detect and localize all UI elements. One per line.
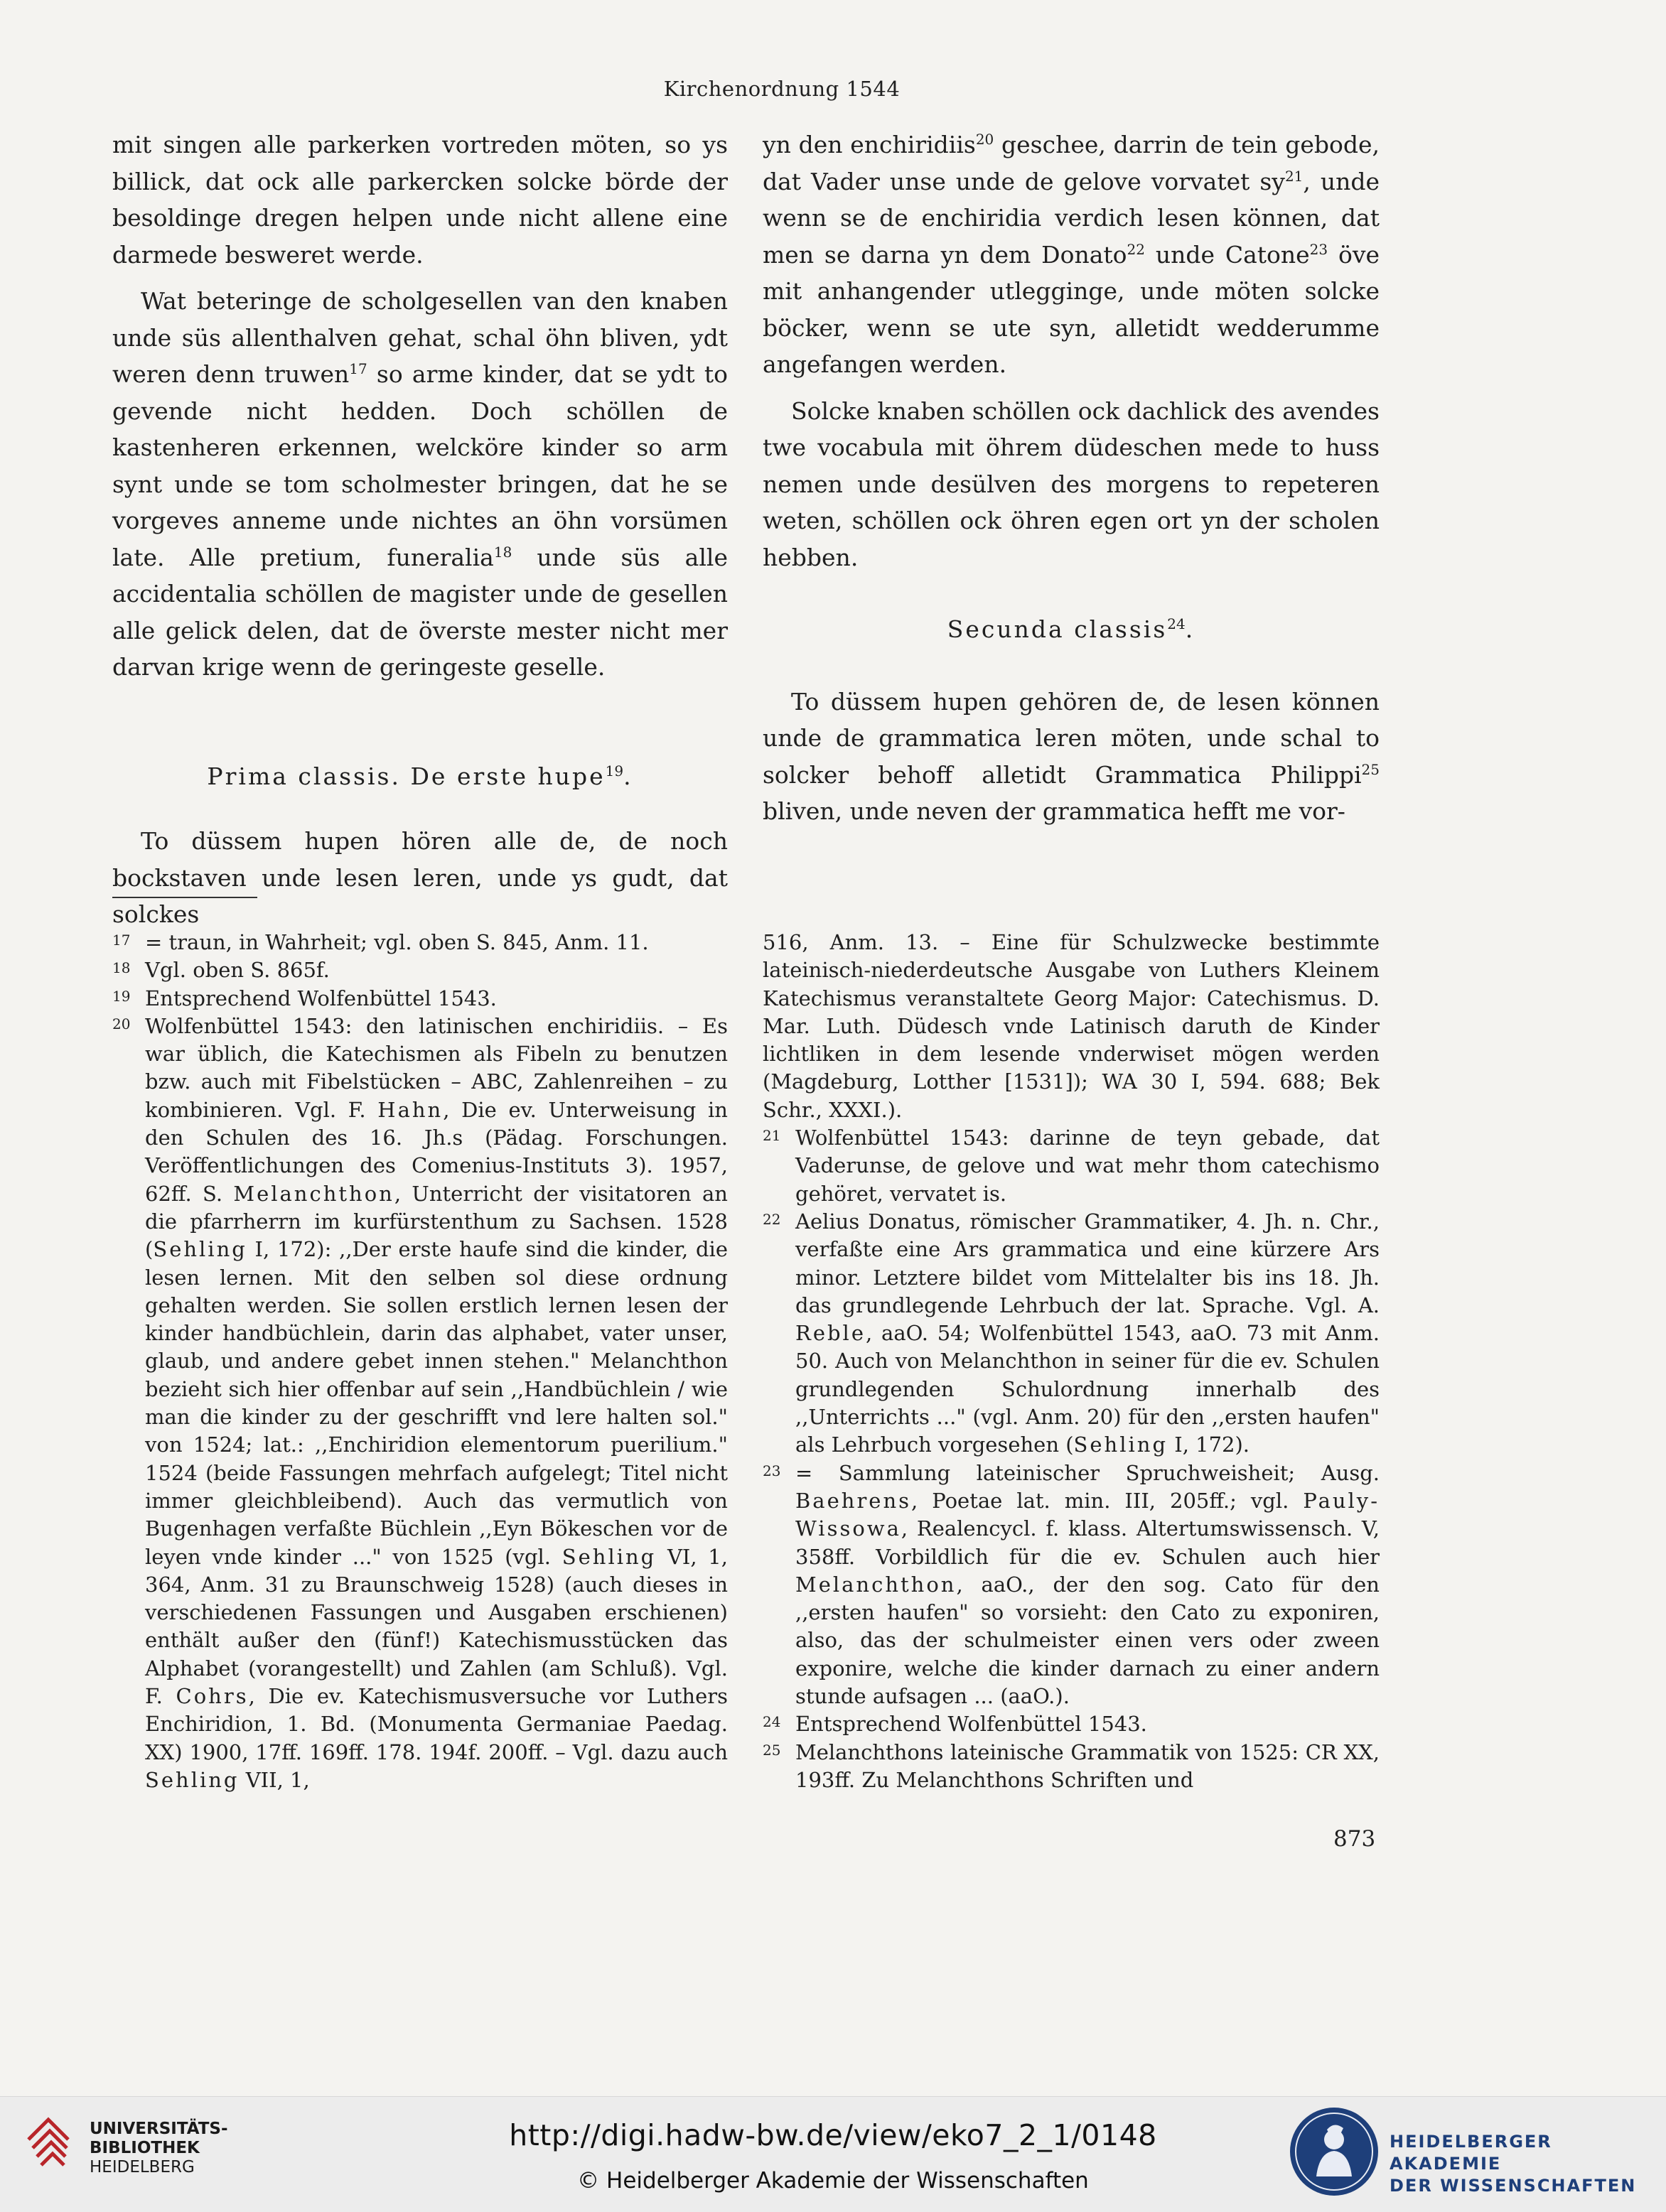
paragraph-text: unde Catone [1144,240,1310,269]
heading-text: Prima classis. De erste hupe [207,762,606,790]
copyright-notice: © Heidelberger Akademie der Wissenschaften [577,2168,1089,2194]
author-name: Melanchthon [795,1572,957,1597]
author-name: Reble [795,1321,866,1346]
author-name: Pauly-Wissowa [795,1488,1380,1541]
paragraph-5 [763,684,1380,830]
footnote-text: 516, Anm. 13. – Eine für Schulzwecke bestimmte lateinisch-niederdeutsche Ausgabe von Luthers Kleinem Katechismus veranstaltete Georg Major: Catechismus. D. Mar. Luth. Düdesch vnde Latinisch daruth de Kinder lichtliken in dem lesende vnderwiset mögen werden (Magdeburg, Lotther [1531]); WA 30 I, 594. 688; Bek Schr., XXXI.). [763,930,1380,1122]
footnote-text: , Die ev. Unterweisung in den Schulen des 16. Jh.s (Pädag. Forschungen. Veröffentlichungen des Comenius-Instituts 3). 1957, 62ff. S. [145,1097,728,1206]
footnote-text: Vgl. oben S. 865f. [145,958,330,983]
footnote-ref-22[interactable]: 22 [1127,240,1145,258]
paragraph-text: mit singen alle parkerken vortreden möten, so ys billick, dat ock alle parkercken solcke börde der besoldinge dregen helpen unde nicht allene eine darmede besweret werde. [112,131,728,269]
footnote-text: Wolfenbüttel 1543: den latinischen enchiridiis. – Es war üblich, die Katechismen als Fibeln zu benutzen bzw. auch mit Fibelstücken – ABC, Zahlenreihen – zu kombinieren. Vgl. F. [145,1013,728,1122]
author-name: Melanchthon [233,1181,394,1206]
footnote-number: 18 [112,959,131,977]
paragraph-text: geschee, darrin de tein gebode, dat Vader unse unde de gelove vorvatet sy [763,131,1380,195]
footnote-separator [112,897,257,898]
footnote-text: Aelius Donatus, römischer Grammatiker, 4. Jh. n. Chr., verfaßte eine Ars grammatica und eine kürzere Ars minor. Letztere bildet vom Mittelalter bis ins 18. Jh. das grundlegende Lehrbuch der lat. Sprache. Vgl. A. [795,1209,1380,1317]
footnote-text: = Sammlung lateinischer Spruchweisheit; Ausg. [795,1460,1380,1485]
footnote-text: Entsprechend Wolfenbüttel 1543. [145,986,497,1010]
library-name-line: HEIDELBERG [90,2158,195,2176]
footnotes-left [112,929,728,1794]
footnote-22 [763,1208,1380,1460]
heading-punct: . [623,762,633,790]
footnote-number: 19 [112,987,131,1005]
paragraph-text: so arme kinder, dat se ydt to gevende nicht hedden. Doch schöllen de kastenheren erkennen, welcköre kinder so arm synt unde se tom scholmester bringen, dat he se vorgeves anneme unde nichtes an öhn vorsümen late. Alle pretium, funeralia [112,360,728,571]
paragraph-text: Wat beteringe de scholgesellen van den knaben unde süs allenthalven gehat, schal öhn bliven, ydt weren denn truwen [112,287,728,388]
academy-name-line: DER WISSENSCHAFTEN [1390,2176,1637,2196]
paragraph-text: Solcke knaben schöllen ock dachlick des avendes twe vocabula mit öhrem düdeschen mede to huss nemen unde desülven des morgens to repeteren weten, schöllen ock öhren egen ort yn der scholen hebben. [763,396,1380,571]
academy-name [1390,2131,1666,2197]
footnote-text: I, 172): ,,Der erste haufe sind die kinder, die lesen lernen. Mit den selben sol diese ordnung gehalten werden. Sie sollen erstlich lernen lesen der kinder handbüchlein, darin das alphabet, vater unser, glaub, und andere gebet innen stehen." Melanchthon bezieht sich hier offenbar auf sein ,,Handbüchlein / wie man die kinder zu der geschrifft vnd lere halten sol." von 1524; lat.: ,,Enchiridion elementorum puerilium." 1524 (beide Fassungen mehrfach aufgelegt; Titel nicht immer gleichbleibend). Auch das vermutlich von Bugenhagen verfaßte Büchlein ,,Eyn Bökeschen vor de leyen vnde kinder ..." von 1525 (vgl. [145,1237,728,1569]
footnote-text: , Realencycl. f. klass. Altertumswissensch. V, 358ff. Vorbildlich für die ev. Schulen auch hier [795,1516,1380,1569]
permalink-url[interactable]: http://digi.hadw-bw.de/view/eko7_2_1/0148 [509,2118,1157,2152]
footnote-ref-17[interactable]: 17 [349,360,367,377]
paragraph-text: unde süs alle accidentalia schöllen de magister unde de gesellen alle gelick delen, dat de överste mester nicht mer darvan krige wenn de geringeste geselle. [112,543,728,681]
footnote-number: 23 [763,1462,781,1479]
paragraph-4 [763,393,1380,576]
paragraph-text: To düssem hupen hören alle de, de noch bockstaven unde lesen leren, unde ys gudt, dat solckes [112,827,728,928]
author-name: Sehling [153,1237,247,1262]
footnote-24 [763,1710,1380,1738]
footnote-ref-24[interactable]: 24 [1167,615,1186,632]
library-name-line: UNIVERSITÄTS- [90,2120,228,2138]
paragraph-text: yn den enchiridiis [763,131,976,158]
footnote-ref-18[interactable]: 18 [493,543,512,561]
author-name: Cohrs [176,1684,249,1709]
footnotes-right [763,929,1380,1794]
footnote-number: 17 [112,932,131,949]
academy-name-line: HEIDELBERGER AKADEMIE [1390,2132,1552,2174]
footnote-text: VI, 1, 364, Anm. 31 zu Braunschweig 1528) (auch dieses in verschiedenen Fassungen und Ausgaben erschienen) enthält außer den (fünf!) Katechismusstücken das Alphabet (vorangestellt) und Zahlen (am Schluß). Vgl. F. [145,1544,728,1709]
paragraph-3 [112,823,728,933]
paragraph-continued [763,126,1380,383]
author-name: Baehrens [795,1488,912,1513]
paragraph-1 [112,126,728,273]
footnote-23 [763,1460,1380,1711]
paragraph-text: , unde wenn se de enchiridia verdich lesen können, dat men se darna yn dem Donato [763,167,1380,269]
heading-text: Secunda classis [947,615,1168,643]
running-title: Kirchenordnung 1544 [663,77,901,101]
footnote-ref-23[interactable]: 23 [1309,240,1328,258]
footnote-25 [763,1739,1380,1795]
footnote-20 [112,1013,728,1794]
paragraph-text: To düssem hupen gehören de, de lesen können unde de grammatica leren möten, unde schal to solcker behoff alletidt Grammatica Philippi [763,687,1380,789]
paragraph-text: bliven, unde neven der grammatica hefft me vor- [763,797,1345,825]
footnote-text: , aaO. 54; Wolfenbüttel 1543, aaO. 73 mit Anm. 50. Auch von Melanchthon in seiner für die ev. Schulen grundlegenden Schulordnung innerhalb des ,,Unterrichts ..." (vgl. Anm. 20) für den ,,ersten haufen" als Lehrbuch vorgesehen ( [795,1321,1380,1457]
footnote-20-continued [763,929,1380,1124]
footnote-ref-25[interactable]: 25 [1361,760,1380,778]
footnote-19 [112,985,728,1013]
paragraph-text: öve mit anhangender utlegginge, unde möten solcke böcker, wenn se ute syn, alletidt wedderumme angefangen werden. [763,240,1380,378]
footnote-ref-19[interactable]: 19 [605,762,624,779]
section-heading-secunda-classis [763,611,1380,648]
footnote-text: , aaO., der den sog. Cato für den ,,ersten haufen" so vorsieht: den Cato zu exponiren, also, das der schulmeister einen vers oder zween exponire, welche die kinder darnach zu einer andern stunde aufsagen ... (aaO.). [795,1572,1380,1709]
footnote-text: , Poetae lat. min. III, 205ff.; vgl. [911,1488,1304,1513]
main-text-left-column [112,126,728,933]
footnote-number: 21 [763,1127,781,1145]
footnote-text: = traun, in Wahrheit; vgl. oben S. 845, Anm. 11. [145,930,649,954]
author-name: Hahn [377,1097,444,1122]
footnote-number: 20 [112,1015,131,1032]
library-name-line: BIBLIOTHEK [90,2139,200,2157]
footnote-18 [112,956,728,984]
page-number: 873 [1333,1826,1376,1852]
footnote-text: I, 172). [1168,1433,1250,1457]
footnote-text: VII, 1, [239,1767,310,1792]
footnote-text: Entsprechend Wolfenbüttel 1543. [795,1712,1147,1737]
footnote-text: , Die ev. Katechismusversuche vor Luthers Enchiridion, 1. Bd. (Monumenta Germaniae Paedag. XX) 1900, 17ff. 169ff. 178. 194f. 200ff. – Vgl. dazu auch [145,1684,728,1764]
footnote-text: , Unterricht der visitatoren an die pfarrherrn im kurfürstenthum zu Sachsen. 1528 ( [145,1181,728,1262]
footnote-17 [112,929,728,956]
footnote-number: 22 [763,1210,781,1228]
footnote-21 [763,1124,1380,1208]
author-name: Sehling [145,1767,240,1792]
main-text-right-column [763,126,1380,830]
author-name: Sehling [561,1544,657,1569]
heading-punct: . [1185,615,1195,643]
paragraph-2 [112,283,728,686]
footnote-ref-20[interactable]: 20 [975,131,994,148]
viewer-footer [0,2096,1666,2212]
footnote-ref-21[interactable]: 21 [1284,167,1304,185]
section-heading-prima-classis [112,758,728,795]
footnote-text: Melanchthons lateinische Grammatik von 1525: CR XX, 193ff. Zu Melanchthons Schriften und [795,1739,1380,1792]
footnote-number: 24 [763,1713,781,1731]
academy-seal-icon [1288,2105,1380,2198]
footnote-text: Wolfenbüttel 1543: darinne de teyn gebade, dat Vaderunse, de gelove und wat mehr thom catechismo gehöret, vervatet is. [795,1126,1380,1206]
footnote-number: 25 [763,1741,781,1759]
author-name: Sehling [1073,1433,1168,1457]
